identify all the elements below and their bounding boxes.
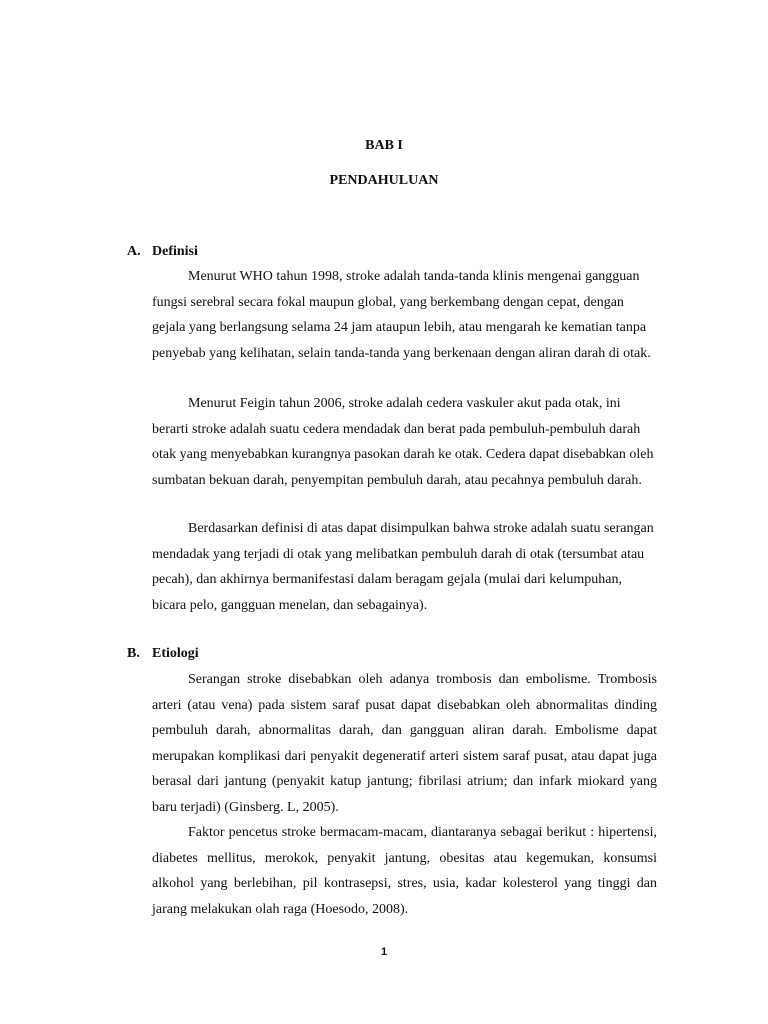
section-heading-definisi	[127, 244, 198, 260]
paragraph-definisi-kesimpulan: Berdasarkan definisi di atas dapat disimpulkan bahwa stroke adalah suatu serangan mendadak yang terjadi di otak yang melibatkan pembuluh darah di otak (tersumbat atau pecah), dan akhirnya bermanifestasi dalam beragam gejala (mulai dari kelumpuhan, bicara pelo, gangguan menelan, dan sebagainya).	[152, 521, 654, 613]
section-title: Etiologi	[152, 646, 199, 661]
page-number: 1	[380, 946, 388, 958]
paragraph-definisi-feigin: Menurut Feigin tahun 2006, stroke adalah cedera vaskuler akut pada otak, ini berarti stroke adalah suatu cedera mendadak dan berat pada pembuluh-pembuluh darah otak yang menyebabkan kurangnya pasokan darah ke otak. Cedera dapat disebabkan oleh sumbatan bekuan darah, penyempitan pembuluh darah, atau pecahnya pembuluh darah.	[152, 396, 654, 488]
chapter-number: BAB I	[365, 138, 403, 153]
chapter-title: PENDAHULUAN	[329, 173, 439, 188]
section-letter: B.	[127, 646, 140, 661]
paragraph-definisi-who: Menurut WHO tahun 1998, stroke adalah tanda-tanda klinis mengenai gangguan fungsi serebral secara fokal maupun global, yang berkembang dengan cepat, dengan gejala yang berlangsung selama 24 jam ataupun lebih, atau mengarah ke kematian tanpa penyebab yang kelihatan, selain tanda-tanda yang berkenaan dengan aliran darah di otak.	[152, 269, 651, 361]
paragraph-etiologi-faktor-pencetus: Faktor pencetus stroke bermacam-macam, diantaranya sebagai berikut : hipertensi, diabetes mellitus, merokok, penyakit jantung, obesitas atau kegemukan, konsumsi alkohol yang berlebihan, pil kontrasepsi, stres, usia, kadar kolesterol yang tinggi dan jarang melakukan olah raga (Hoesodo, 2008).	[152, 825, 657, 917]
section-letter: A.	[127, 244, 141, 259]
section-heading-etiologi	[127, 646, 199, 662]
section-title: Definisi	[152, 244, 198, 259]
paragraph-etiologi-penyebab: Serangan stroke disebabkan oleh adanya trombosis dan embolisme. Trombosis arteri (atau vena) pada sistem saraf pusat dapat disebabkan oleh abnormalitas dinding pembuluh darah, abnormalitas darah, dan gangguan aliran darah. Embolisme dapat merupakan komplikasi dari penyakit degeneratif arteri sistem saraf pusat, atau dapat juga berasal dari jantung (penyakit katup jantung; fibrilasi atrium; dan infark miokard yang baru terjadi) (Ginsberg. L, 2005).	[152, 672, 657, 815]
